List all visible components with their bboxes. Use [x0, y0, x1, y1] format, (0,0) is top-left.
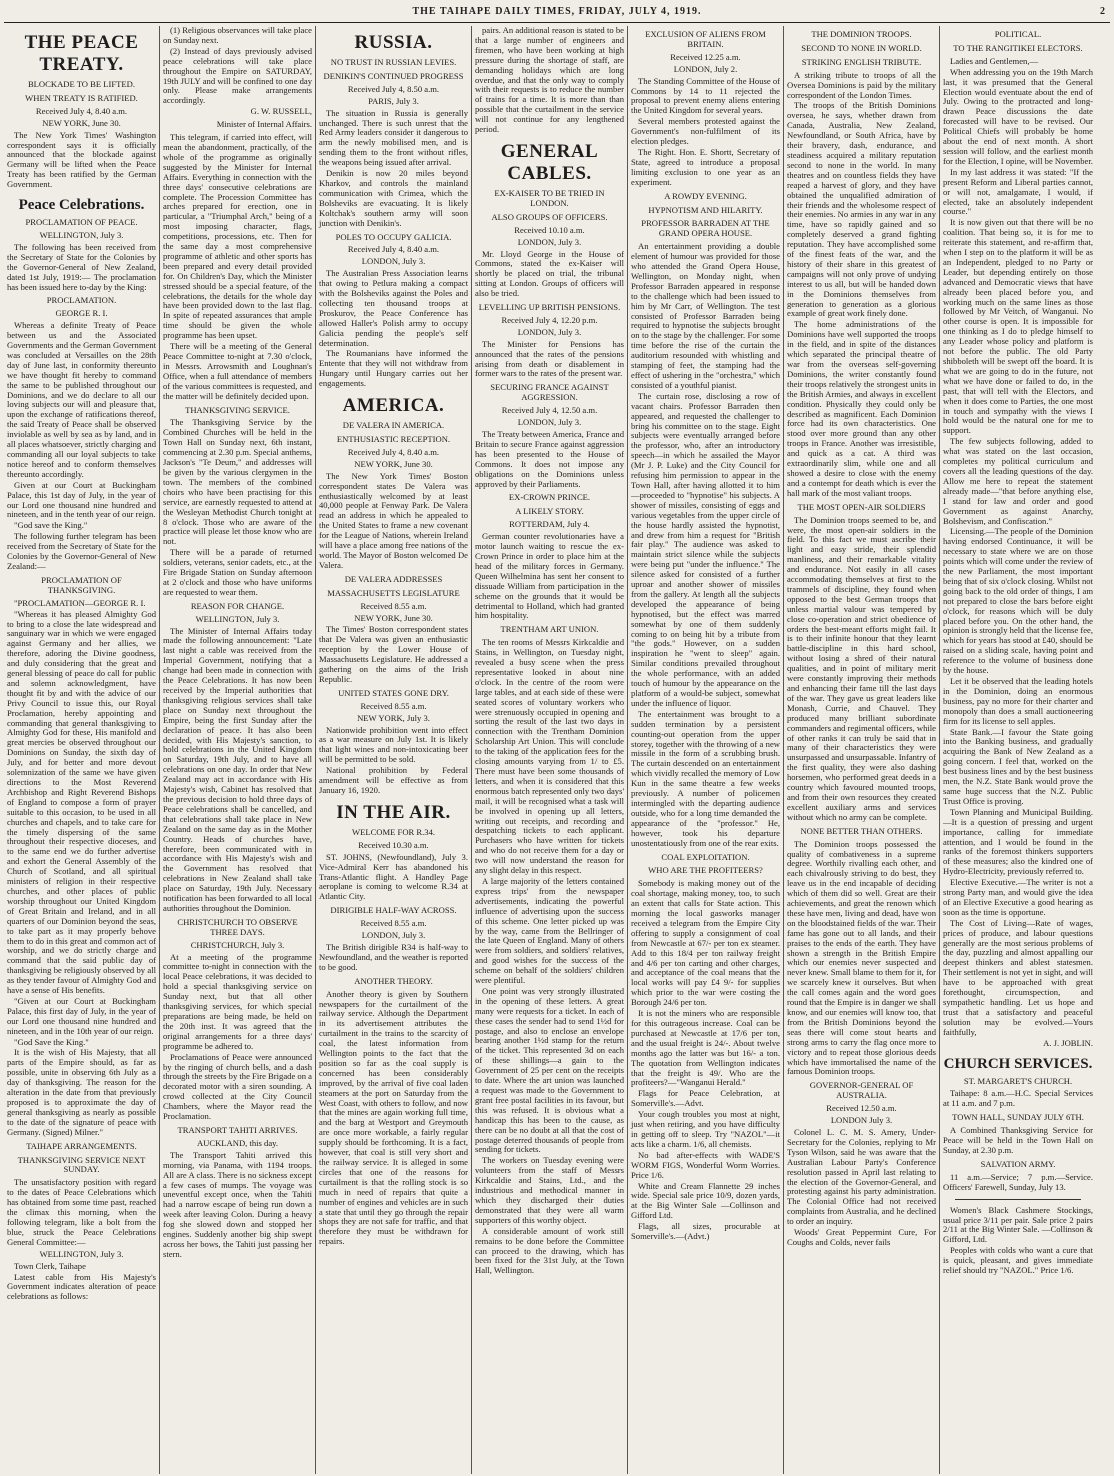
paragraph: It is the wish of His Majesty, that all parts of the Empire should, as far as possible, unite in observing 6th July as a day of thanksgiving. The reason for the alteration in the date from that previously proposed is to approximate the day of general thanksgiving as nearly as possible to the date of the signature of peace with Germany. (Signed) Milner." [7, 1047, 156, 1137]
subheading: STRIKING ENGLISH TRIBUTE. [801, 56, 922, 67]
paragraph: Your cough troubles you most at night, just when retiring, and you have difficulty in getting off to sleep. Try "NAZOL"—it acts like a charm. 1/6, all chemists. [631, 1109, 780, 1149]
paragraph: The situation in Russia is generally unchanged. There is such unrest that the Red Army leaders consider it dangerous to arm the newly mobilised men, and is sending them to the front without rifles, the weapons being issued after arrival. [319, 107, 468, 168]
dateline: Received 10.10 a.m. [514, 224, 585, 235]
subheading: THE DOMINION TROOPS. [811, 29, 912, 39]
columns [4, 26, 1110, 1474]
paragraph: "God save the King." [14, 520, 88, 531]
paragraph: The curtain rose, disclosing a row of vacant chairs. Professor Barraden then appeared, and requested the challenger to bring his committee on to the stage. Eight subjects were eventually arranged before the professor, who, after an introductory speech—in which he assailed the Mayor (Mr J. P. Luke) and the City Council for refusing him permission to appear in the Town Hall, after having allotted it to him—proceeded to "hypnotise" his subjects. A shower of missiles, consisting of eggs and various vegetables from the upper circle of the house hardly assisted the hypnotist, and drew from him a request for "British fair play." The audience was asked to maintain strict silence while the subjects were being put "under the influence." The silence asked for consisted of a further uproar and another shower of missiles from the gallery. At length all the subjects developed the appearance of being hypnotised, but the effect was marred somewhat by one of them suddenly coming to on being hit by a tribute from "the gods." However, on a sudden inspiration he "went to sleep" again. Similar conditions prevailed throughout the whole performance, with an added touch of humour by the appearance on the platform of a would-be subject, somewhat under the influence of liquor. [631, 390, 780, 708]
dateline: Received 12.50 a.m. [826, 1103, 897, 1114]
subheading: NO TRUST IN RUSSIAN LEVIES. [330, 57, 457, 67]
signature: Minister of Internal Affairs. [216, 119, 312, 130]
paragraph: The British dirigible R34 is half-way to Newfoundland, and the weather is reported to be good. [319, 941, 468, 972]
paragraph: The Minister of Internal Affairs today made the following announcement: "Late last night a cable was received from the Imperial Government, notifying that a change had been made in connection with the Peace Celebrations. It has now been received by the Imperial authorities that thanksgiving religious services shall take place on Sunday next throughout the Empire, being the first Sunday after the declaration of peace. It has also been decided, with His Majesty's sanction, to hold celebrations in the United Kingdom on Saturday, 19th July, and to have all celebrations on one day. In order that New Zealand may act in accordance with His Majesty's wish, Cabinet has resolved that the previous decision to hold three days of Peace celebrations shall be cancelled, and that celebrations shall take place in New Zealand on the same day as in the Mother Country. Heads of churches have, therefore, been communicated with in accordance with His Majesty's wish and the Government has resolved that celebrations in New Zealand shall take place on Saturday, 19th July. Necessary notification has been forwarded to all local authorities throughout the Dominion. [163, 625, 312, 913]
subheading: DE VALERA ADDRESSES [344, 573, 443, 584]
dateline: ROTTERDAM, July 4. [509, 519, 590, 530]
column-6 [784, 26, 940, 1474]
subheading: ALSO GROUPS OF OFFICERS. [491, 211, 608, 222]
dateline: Received July 4, 12.50 a.m. [501, 405, 598, 416]
subheading: TO THE RANGITIKEI ELECTORS. [953, 42, 1083, 53]
subheading: SECURING FRANCE AGAINST AGGRESSION. [490, 382, 609, 403]
subheading: NONE BETTER THAN OTHERS. [800, 825, 923, 836]
paragraph: A striking tribute to troops of all the Oversea Dominions is paid by the military correspondent of the London Times. [787, 69, 936, 100]
column-2 [160, 26, 316, 1474]
paragraph: (2) Instead of days previously advised peace celebrations will take place throughout the Empire on SATURDAY, 19th JULY and will be confined to one day only. Please make arrangements accordingly. [163, 45, 312, 106]
headline: CHURCH SERVICES. [943, 1055, 1093, 1072]
paragraph: Nationwide prohibition went into effect as a war measure on July 1st. It is likely that light wines and non-intoxicating beer will be permitted to be sold. [319, 724, 468, 765]
subheading: A LIKELY STORY. [515, 506, 584, 517]
paragraph: Given at our Court at Buckingham Palace, this 1st day of July, in the year of our Lord one thousand nine hundred and nineteen, and in the tenth year of our reign. [7, 479, 156, 520]
paragraph: German counter revolutionaries have a motor launch waiting to rescue the ex-Crown Prince in order to place him at the head of the military forces in Germany. Queen Wilhelmina has sent her consent to dissuade William from participation in the scheme on the grounds that it would be detrimental to Holland, which had granted him hospitality. [475, 531, 624, 621]
paragraph: A Combined Thanksgiving Service for Peace will be held in the Town Hall on Sunday, at 2.30 p.m. [943, 1125, 1093, 1155]
dateline: Received 8.55 a.m. [360, 600, 427, 611]
paragraph: It is now given out that there will be no coalition. That being so, it is for me to reiterate this statement, and re-affirm that, when I step on to the platform it will be as an Independent, pledged to no Party or Leader, but depending entirely on those advanced and Democratic views that have already been placed before you, and working much on the same lines as those followed by Mr Veitch, of Wanganui. No other course is open. It is impossible for one thinking as I do to pledge himself to any Leader whose policy and platform is not before the public. The old Party shibboleth will be swept off the board. It is what we are going to do in the future, not what we have done or failed to do, in the past, that will tell with the Electors, and when it does come to Parties, the one most in touch and sympathy with the views I hold would be the natural one for me to support. [943, 217, 1093, 436]
dateline: GEORGE R. I. [55, 308, 108, 319]
subheading: TRENTHAM ART UNION. [500, 624, 599, 635]
paragraph: Several members protested against the Government's non-fulfilment of its election pledges. [631, 116, 780, 147]
paragraph: The Cost of Living—Rate of wages, prices of produce, and labour questions generally are the most serious problems of the day, puzzling and almost appalling our deepest thinkers and ablest statesmen. Their settlement is not yet in sight, and will have to be approached with great forethought, circumspection, and sympathetic handling. Let us hope and trust that a satisfactory and peaceful solution may be evolved.—Yours faithfully, [943, 917, 1093, 1037]
paragraph: pairs. An additional reason is stated to be that a large number of engineers and firemen, who have been working at high pressure during the shortage of staff, are demanding holidays which are long overdue, and that the only way to comply with their requests is to reduce the number of trains for a time. It is more than than possible that the curtailment in the service will not continue for any lengthened period. [475, 26, 624, 135]
dateline: Received July 4, 8.40 a.m. [347, 446, 440, 457]
subheading: DENIKIN'S CONTINUED PROGRESS [323, 70, 464, 81]
subheading: THE MOST OPEN-AIR SOLDIERS [797, 501, 926, 512]
subheading: ENTHUSIASTIC RECEPTION. [336, 434, 451, 444]
paragraph: "Whereas it has pleased Almighty God to bring to a close the late widespread and sanguinary war in which we were engaged against Germany and her allies, we therefore, adoring the Divine goodness, and duly considering that the great and general blessing of peace do call for public and solemn acknowledgment, have thought fit by and with the advice of our Privy Council to issue this, our Royal Proclamation, hereby appointing and commanding that general thanksgiving to Almighty God for these, His manifold and great mercies be observed throughout our Dominions on Sunday, the sixth day of July, and for better and more devout solemnization of the same we have given directions to the Most Reverend Archbishop and Right Reverend Bishops of England to compose a form of prayer suitable to this occasion, to be used in all churches and chapels, and to take care for the timely dispersing of the same throughout their respective dioceses, and to the same end we do further advertise and exhort the General Assembly of the Church of Scotland, and all spiritual ministers of religion in their respective churches, and other places of public worship throughout our United Kingdom of Great Britain and Ireland, and in all quarters of our Dominion beyond the seas, to take part as it may properly behove them to do in this great and common act of worship, and we do strictly charge and command that the said public day of thanksgiving be religiously observed by all as they tender favour of Almighty God and have a sense of His benefits. [7, 608, 156, 996]
dateline: LONDON, July 3. [361, 930, 426, 941]
subheading: TAIHAPE ARRANGEMENTS. [26, 1140, 137, 1151]
subheading: ANOTHER THEORY. [354, 975, 433, 986]
dateline: Received July 4, 12.20 p.m. [501, 314, 598, 325]
paragraph: The Dominion troops seemed to be, and were, the most open-air soldiers in the field. To this fact we must ascribe their light and easy stride, their splendid manliness, and their remarkable vitality and endurance. Not easily in all cases accommodating themselves at first to the trammels of discipline, they found when opposed to the best German troops that unless martial valour was tempered by close co-operation and strict obedience of orders the best-meant efforts might fail. It is to their infinite honour that they learnt battle-discipline in this hard school, without losing a shred of their natural qualities, and in point of military merit were constantly improving their methods and enhancing their fame till the last days of the war. They gave us great leaders like Monash, Currie, and Chauvel. They produced many brilliant subordinate commanders and regimental officers, while of other ranks it can truly be said that in many of their characteristics they were unsurpassed and unsurpassable. Infantry of the first quality, they were also dashing horsemen, who performed great deeds in a country which favoured mounted troops, and from their own resources they created excellent auxiliary arms and services without which no army can be complete. [787, 514, 936, 822]
dateline: Received 8.55 a.m. [360, 918, 427, 929]
paragraph: National prohibition by Federal amendment will be effective as from January 16, 1920. [319, 765, 468, 795]
paragraph: A large majority of the letters contained express trips' from the newspaper advertisements, indicating the powerful influence of advertising upon the success of this scheme. One letter picked up was by the way, came from the Bellringer of the late Queen of England. Many of others were from soldiers, and soldiers' relatives, and good wishes for the success of the scheme on behalf of the soldiers' children were plentiful. [475, 875, 624, 986]
paragraph: Taihape: 8 a.m.—H.C. Special Services at 11 a.m. and 7 p.m. [943, 1088, 1093, 1109]
subheading: LEVELLING UP BRITISH PENSIONS. [478, 302, 621, 313]
paragraph: The Transport Tahiti arrived this morning, via Panama, with 1194 troops. All are A class. There is no sickness except a few cases of mumps. The voyage was uneventful except once, when the Tahiti had a narrow escape of being run down a week after leaving Colon. During a heavy fog she slowed down and stopped her engines. Suddenly another big ship swept across her bows, the Tahiti just passing her stern. [163, 1149, 312, 1259]
paragraph: "Given at our Court at Buckingham Palace, this first day of July, in the year of our Lord one thousand nine hundred and nineteen, and in the 10th year of our reign. [7, 995, 156, 1036]
paragraph: The ten rooms of Messrs Kirkcaldie and Stains, in Wellington, on Tuesday night, revealed a busy scene when the press representative looked in about nine o'clock. In the centre of the room were large tables, and at each side of these were seated scores of voluntary workers who were strenuously occupied in opening and sorting the result of the last two days in connection with the Trentham Dominion Scholarship Art Union. This will conclude to the taking of the application fees for the closing amounts varying from 1/ to £5. There must have been some thousands of letters, and when it is considered that this enormous batch represented only two days' mail, it will be recognised what a task will be involved in opening up all letters, writing out receipts, and recording and despatching tickets to each applicant. Purchasers who have written for tickets and who do not receive them for a day or two will now understand the reason for any slight delay in this respect. [475, 637, 624, 876]
headline: RUSSIA. [354, 32, 433, 53]
subheading: REASON FOR CHANGE. [190, 600, 285, 611]
subheading: PROCLAMATION OF THANKSGIVING. [41, 574, 122, 595]
paragraph: ST. JOHNS, (Newfoundland), July 3. Vice-Admiral Kerr has abandoned his Trans-Atlantic flight. A Handley Page aeroplane is coming to welcome R.34 at Atlantic City. [319, 851, 468, 902]
subheading: PROFESSOR BARRADEN AT THE GRAND OPERA HOUSE. [641, 218, 770, 239]
paragraph: The New York Times' Washington correspondent says it is officially announced that the blockade against Germany will be lifted when the Peace Treaty has been ratified by the German Government. [7, 129, 156, 190]
dateline: NEW YORK, June 30. [42, 117, 121, 128]
subheading: ST. MARGARET'S CHURCH. [963, 1075, 1073, 1086]
paragraph: The Dominion troops possessed the quality of combativeness in a supreme degree. Worthily rivalling each other, and each chivalrously striving to do best, they leave us in the end incapable of deciding which of them did so well. Great are their achievements, and great the renown which these have men, living and dead, have won on the bloodstained fields of the war. Their fame has gone out to all lands, and their praises to the ends of the earth. They have shown a strength in the British Empire which our enemies never suspected and never knew. Small blame to them for it, for we scarcely knew it ourselves. But when the call comes again and the word goes round that the Empire is in danger we shall know, and our enemies will know too, that from the British Dominions beyond the seas there will come stout hearts and strong arms to carry the flag once more to victory and to repeat those glorious deeds which have immortalised the name of the famous Dominion troops. [787, 838, 936, 1077]
paragraph: Town Planning and Municipal Building.—It is a question of pressing and urgent importance, calling for immediate attention, and I would be found in the ranks of the foremost thinkers supporters of these measures; also the kindred one of Hydro-Electricity, previously referred to. [943, 806, 1093, 877]
paragraph: One point was very strongly illustrated in the opening of these letters. A great many were requests for a ticket. In each of these cases the sender had to send 1½d for postage, and also to enclose an envelope bearing another 1½d stamp for the return of the ticket. This represented 3d on each of these shillings—a gain to the Government of 25 per cent on the receipts to date. Where the art union was launched a request was made to the Government to grant free postal facilities in its favour, but this was refused. It is obvious what a handicap this has been to the cause, as there can be no doubt at all that the cost of postage deterred thousands of people from sending for tickets. [475, 985, 624, 1155]
dateline: PARIS, July 3. [368, 95, 419, 106]
subheading: WHEN TREATY IS RATIFIED. [25, 92, 138, 103]
dateline: Received July 4, 8.40 a.m. [35, 105, 128, 116]
signature: A. J. JOBLIN. [1043, 1037, 1093, 1048]
subheading: WHO ARE THE PROFITEERS? [648, 865, 763, 876]
column-7 [940, 26, 1096, 1474]
paragraph: Women's Black Cashmere Stockings, usual price 3/11 per pair. Sale price 2 pairs 2/11 at the Big Winter Sale. —Collinson & Gifford, Ltd. [943, 1204, 1093, 1245]
paragraph: The following further telegram has been received from the Secretary of State for the Colonies by the Governor-General of New Zealand:— [7, 531, 156, 571]
paragraph: "PROCLAMATION—GEORGE R. I. [14, 597, 146, 608]
paragraph: (1) Religious observances will take place on Sunday next. [163, 26, 312, 45]
dateline: NEW YORK, July 3. [357, 712, 430, 723]
dateline: LONDON, July 3. [517, 417, 582, 428]
paragraph: Flags, all sizes, procurable at Somerville's.—(Advt.) [631, 1221, 780, 1242]
paragraph: The Minister for Pensions has announced that the rates of the pensions arising from death or disablement in former wars to the rates of the present war. [475, 338, 624, 379]
divider [955, 1199, 1081, 1200]
subheading: THANKSGIVING SERVICE. [185, 404, 290, 415]
paragraph: Town Clerk, Taihape [14, 1260, 86, 1271]
paragraph: It is not the miners who are responsible for this outrageous increase. Coal can be purchased at Newcastle at 17/6 per ton, and the usual freight is 24/-. About twelve months ago the latter was but 16/- a ton. The quotation from Wellington indicates that the freight is 49/. Who are the profiteers?—"Wanganui Herald." [631, 1008, 780, 1088]
paragraph: Mr. Lloyd George in the House of Commons, stated the ex-Kaiser will shortly be placed on trial, the tribunal sitting at London. Groups of officers will also be tried. [475, 248, 624, 299]
dateline: Received July 4, 8.50 a.m. [347, 83, 440, 94]
dateline: CHRISTCHURCH, July 3. [190, 939, 285, 950]
column-5 [628, 26, 784, 1474]
dateline: WELLINGTON, July 3. [39, 229, 124, 240]
masthead [0, 6, 1114, 22]
paragraph: There will be a meeting of the General Peace Committee to-night at 7.30 o'clock, in Messrs. Arrowsmith and Loughnan's Office, when a full attendance of members of the various committees is requested, and the matter will be definitely decided upon. [163, 341, 312, 401]
paragraph: When addressing you on the 19th March last, it was presumed that the General Election would eventuate about the end of July. Owing to the protracted and long-drawn Peace discussions the date forecasted will have to be revised. Our Political Chiefs will probably be home about the end of next month. A short session will follow, and the earliest month for the Election, I opine, will be November. [943, 66, 1093, 166]
subheading: SECOND TO NONE IN WORLD. [801, 42, 922, 53]
paragraph: Peoples with colds who want a cure that is quick, pleasant, and gives immediate relief should try "NAZOL." Price 1/6. [943, 1245, 1093, 1276]
paragraph: The Standing Committee of the House of Commons by 14 to 11 rejected the proposal to prevent enemy aliens entering the United Kingdom for several years. [631, 75, 780, 116]
paragraph: The few subjects following, added to what was stated on the last occasion, completes my political curriculum and covers all the leading questions of the day. Allow me here to repeat the statement already made—"that before anything else, I stand for law and order and good Government as against Anarchy, Bolshevism, and Confiscation." [943, 436, 1093, 526]
paragraph: Let it be observed that the leading hotels in the Dominion, doing an enormous business, pay no more for their charter and monopoly than does a small auctioneering firm for its license to sell apples. [943, 676, 1093, 726]
subheading: CHRISTCHURCH TO OBSERVE THREE DAYS. [177, 916, 298, 937]
paragraph: In my last address it was stated: "If the present Reform and Liberal parties cannot, or will not, amalgamate, I would, if elected, take an absolutely independent course." [943, 166, 1093, 217]
subheading: POLITICAL. [994, 29, 1042, 39]
column-3 [316, 26, 472, 1474]
paragraph: "God Save the King." [14, 1036, 89, 1047]
dateline: Received 12.25 a.m. [670, 51, 741, 62]
headline: Peace Celebrations. [18, 197, 145, 214]
subheading: EXCLUSION OF ALIENS FROM BRITAIN. [645, 29, 766, 49]
paragraph: There will be a parade of returned soldiers, veterans, senior cadets, etc., at the Fire Brigade Station on Sunday afternoon at 2 o'clock and those who have uniforms are requested to wear them. [163, 547, 312, 597]
paragraph: The Roumanians have informed the Entente that they will not withdraw from Hungary until Hungary carries out her engagements. [319, 348, 468, 389]
paragraph: The workers on Tuesday evening were volunteers from the staff of Messrs Kirkcaldie and Stains, Ltd., and the industrious and methodical manner in which they discharged their duties demonstrated that they were all warm supporters of this worthy object. [475, 1155, 624, 1225]
dateline: WELLINGTON, July 3. [39, 1248, 124, 1259]
subheading: EX-CROWN PRINCE. [508, 492, 591, 503]
subheading: DIRIGIBLE HALF-WAY ACROSS. [330, 905, 457, 916]
subheading: MASSACHUSETTS LEGISLATURE [327, 587, 460, 598]
paragraph: Licensing.—The people of the Dominion having endorsed Continuance, it will be necessary to state where we are on those points which will come under the review of the new Parliament, the most important being that of six o'clock closing. Whilst not going back to the old order of things, I am not prepared to close the bars before eight o'clock, for reasons which will be duly placed before you. On the other hand, the opinion is strongly held that the license fee, which for years has stood at £40, should be raised on a sliding scale, having point and reference to the volume of business done by the house. [943, 526, 1093, 676]
paragraph: The troops of the British Dominions oversea, he says, whether drawn from Canada, Australia, New Zealand, Newfoundland, or South Africa, have by their bravery, dash, endurance, and steadiness acquired a military reputation second to none in the world. In many theatres and on countless fields they have reaped a harvest of glory, and they have obtained the unqualified admiration of their friends and the wholesome respect of their enemies. No armies in any war in any time, have so rapidly gained and so completely deserved a grand fighting reputation. They have accomplished some of the finest feats of the war, and the history of their share in this greatest of campaigns will not only prove of undying interest to us all, but will be handed down in the Dominions themselves from generation to generation as a glorious example of great work finely done. [787, 100, 936, 319]
paragraph: The Times' Boston correspondent states that De Valera was given an enthusiastic reception by the Lower House of Massachusetts Legislature. He addressed a gathering on the aims of the Irish Republic. [319, 624, 468, 684]
paragraph: This telegram, if carried into effect, will mean the abandonment, practically, of the whole of the programme as originally suggested by the Minister for Internal Affairs. Everything in connection with the three days' consecutive celebrations are complete. The Procession Committee has arches prepared for erection, one in particular, a "Triumphal Arch," being of a most imposing character, flags, competitions, processions, etc. Then for the same day a most comprehensive programme of athletic and other sports has been prepared and every detail provided for. On Children's Day, which the Minister stressed should be a special feature, of the celebrations, the details for the whole day have been provided down to the last flag. In spite of repeated assurances that ample time should be given the whole programme has been upset. [163, 132, 312, 341]
paragraph: Flags for Peace Celebration, at Somerville's.—Advt. [631, 1088, 780, 1109]
paragraph: Somebody is making money out of the coal shortage, making money, too, to such an extent that calls for State action. This morning the local gasworks manager received a telegram from the Empire City offering to supply a consignment of coal from Newcastle at 67/- per ton ex steamer. Add to this 18/4 per ton railway freight and 4/6 per ton carting and other charges, and acceptance of the coal means that the local works will pay £4 9/- for supplies which prior to the war were costing the Borough 24/6 per ton. [631, 878, 780, 1008]
paragraph: Denikin is now 20 miles beyond Kharkov, and controls the mainland communication with Crimea, which the Bolsheviks are evacuating. It is likely Koltchak's southern army will soon junction with Denikin's. [319, 168, 468, 228]
subheading: PROCLAMATION. [46, 295, 117, 306]
paragraph: Ladies and Gentlemen,— [950, 55, 1039, 66]
column-1 [4, 26, 160, 1474]
paragraph: State Bank.—I favour the State going into the Banking business, and gradually acquiring the Bank of New Zealand as a going concern. I feel that, worked on the best business lines and by the best business men, the N.Z. State Bank would prove the same huge success that the N.Z. Public Trust Office is proving. [943, 726, 1093, 806]
paragraph: No bad after-effects with WADE'S WORM FIGS, Wonderful Worm Worries. Price 1/6. [631, 1149, 780, 1180]
subheading: WELCOME FOR R.34. [351, 826, 436, 837]
dateline: Received 8.55 a.m. [360, 700, 427, 711]
masthead-title: THE TAIHAPE DAILY TIMES, FRIDAY, JULY 4, 1919. [412, 6, 702, 17]
dateline: Received July 4, 8.40 a.m. [347, 244, 440, 255]
subheading: EX-KAISER TO BE TRIED IN LONDON. [494, 187, 605, 208]
paragraph: The New York Times' Boston correspondent states De Valera was enthusiastically welcomed by at least 40,000 people at Fenway Park. De Valera read an address in which he appealed to the United States to frame a new covenant for the League of Nations, wherein Ireland will have a place among free nations of the world. The Mayor of Boston welcomed De Valera. [319, 470, 468, 570]
paragraph: White and Cream Flannette 29 inches wide. Special sale price 10/9, dozen yards, at the Big Winter Sale —Collinson and Gifford Ltd. [631, 1180, 780, 1221]
paragraph: An entertainment providing a double element of humour was provided for those who attended the Grand Opera House, Wellington, on Monday night, when Professor Barraden appeared in response to the challenge which had been issued to him by Mr Carr, of Wellington. The test consisted of Professor Barraden being required to hypnotise the subjects brought on to the stage by the challenger. For some time before the rise of the curtain the auditorium resounded with whistling and stamping of feet, the stamping had the effect of ushering in the "orchestra," which consisted of a youthful pianist. [631, 241, 780, 390]
paragraph: Proclamations of Peace were announced by the ringing of church bells, and a dash through the streets by the Fire Brigade on a decorated motor with a siren sounding. A crowd collected at the City Council Chambers, where the Mayor read the Proclamation. [163, 1051, 312, 1122]
paragraph: The Treaty between America, France and Britain to secure France against aggression has been presented to the House of Commons. It does not impose any obligations on the Dominions unless approved by their Parliaments. [475, 429, 624, 489]
paragraph: A considerable amount of work still remains to be done before the Committee can proceed to the drawing, which has been fixed for the 31st July, at the Town Hall, Wellington. [475, 1225, 624, 1276]
subheading: A ROWDY EVENING. [664, 190, 747, 201]
subheading: BLOCKADE TO BE LIFTED. [27, 79, 136, 89]
paragraph: The entertainment was brought to a sudden termination by a persistent counting-out operation from the upper storey, together with the throwing of a new missile in the form of a scrubbing brush. The curtain descended on an entertainment which vividly recalled the memory of Low Kun in the same theatre a few weeks previously. A number of policemen intermingled with the departing audience outside, who for a long time demanded the appearance of the "professor." He, however, took his departure unostentatiously from one of the rear exits. [631, 708, 780, 848]
paragraph: The Australian Press Association learns that owing to Petlura making a compact with the Bolsheviks against the Poles and collecting ten thousand troops at Proskurov, the Peace Conference has allowed Haller's Polish army to occupy Galicia pending the people's self determination. [319, 268, 468, 348]
subheading: POLES TO OCCUPY GALICIA. [335, 231, 452, 242]
paragraph: At a meeting of the programme committee to-night in connection with the local Peace celebrations, it was decided to hold a special thanksgiving service on Sunday next, but that all other thanksgiving services, for which special preparations are being made, be held on the 20th inst. It was agreed that the original arrangements for a three days' programme be adhered to. [163, 951, 312, 1051]
headline: GENERAL CABLES. [500, 140, 599, 184]
dateline: AUCKLAND, this day. [196, 1137, 279, 1148]
subheading: THANKSGIVING SERVICE NEXT SUNDAY. [17, 1154, 146, 1175]
paragraph: The Thanksgiving Service by the Combined Churches will be held in the Town Hall on Sunday next, 6th instant, commencing at 2.30 p.m. Special anthems, Jackson's "Te Deum," and addresses will be given by the various clergymen in the town. The members of the combined choirs who have been practising for this service, are earnestly requested to attend at the Wesleyan Methodist Church tonight at 8 o'clock. Those who are aware of the practice will please let those know who are not. [163, 417, 312, 547]
dateline: LONDON, July 3. [517, 326, 582, 337]
signature: G. W. RUSSELL, [250, 106, 312, 117]
subheading: HYPNOTISM AND HILARITY. [648, 204, 763, 215]
masthead-rule [4, 22, 1110, 23]
paragraph: Whereas a definite Treaty of Peace between us and the Associated Governments and the German Government was concluded at Versailles on the 28th day of June last, in conformity thereunto we have thought fit hereby to command the same to be published throughout our Dominions, and we do declare to all our loving subjects our will and pleasure that, upon the exchange of ratifications thereof, the said Treaty of Peace shall be observed inviolable as well by sea as by land, and in all places whatsoever, strictly charging and commanding all our loyal subjects to take notice hereof and to conform themselves thereunto accordingly. [7, 320, 156, 479]
paragraph: The home administrations of the Dominions have well supported the troops in the field, and in spite of the distances which separated the principal theatre of war from the overseas self-governing Dominions, the writer constantly found their troops relatively the strongest units in the British Armies, and always in excellent condition. Physically they could only be described as magnificent. Each Dominion force had its own characteristics. One stood over more ground than any other troops in France. Another was irresistible, and quick as a cat. A third was extraordinarily slim, while one and all showed a desire to close with the enemy and a contempt for death which is ever the hall mark of the most valiant troops. [787, 319, 936, 498]
subheading: SALVATION ARMY. [980, 1158, 1056, 1169]
subheading: GOVERNOR-GENERAL OF AUSTRALIA. [809, 1080, 914, 1101]
subheading: UNITED STATES GONE DRY. [338, 687, 449, 698]
dateline: Received 10.30 a.m. [358, 839, 429, 850]
paragraph: Elective Executive.—The writer is not a strong Party man, and would give the idea of an Elective Executive a good hearing as soon as the time is opportune. [943, 877, 1093, 917]
dateline: LONDON July 3. [830, 1115, 893, 1126]
dateline: NEW YORK, June 30. [354, 458, 433, 469]
paragraph: Another theory is given by Southern newspapers for the curtailment of the railway service. Although the Department in its advertisement attributes the curtailment in the trains to the scarcity of coal, the latest information from Wellington points to the fact that the position so far as the coal supply is concerned has been considerably improved, by the arrival of five coal laden steamers at the port on Saturday from the West Coast, with others to follow, and now that the mines are again working full time, and the barg at Westport and Greymouth are once more workable, a fairly regular supply should be forthcoming. It is a fact, however, that coal is still very short and the railway service. It is alleged in some circles that one of the reasons for curtailment is that the rolling stock is so much in need of repairs that quite a number of engines and vehicles are in such a state that until they go through the repair shops they are not safe for traffic, and that therefore they must be withdrawn for repairs. [319, 988, 468, 1247]
paragraph: Colonel L. C. M. S. Amery, Under-Secretary for the Colonies, replying to Mr Tyson Wilson, said he was aware that the Australian Labour Party's Conference resolution passed in April last relating to the election of the Governor-General, and protesting against his party administration. The Colonial Office had not received complaints from Australia, and he declined to order an inquiry. [787, 1126, 936, 1227]
dateline: WELLINGTON, July 3. [195, 613, 280, 624]
paragraph: The following has been received from the Secretary of State for the Colonies by the Governor-General of New Zealand, dated 1st July, 1919:— The proclamation has been issued here to-day by the King: [7, 241, 156, 292]
subheading: TRANSPORT TAHITI ARRIVES. [177, 1124, 298, 1135]
paragraph: Latest cable from His Majesty's Government indicates alteration of peace celebrations as follows: [7, 1271, 156, 1302]
dateline: LONDON, July 2. [673, 63, 738, 74]
paragraph: Woods' Great Peppermint Cure, For Coughs and Colds, never fails [787, 1227, 936, 1247]
dateline: LONDON, July 3. [517, 236, 582, 247]
subheading: TOWN HALL, SUNDAY JULY 6TH. [952, 1112, 1084, 1123]
paragraph: The unsatisfactory position with regard to the dates of Peace Celebrations which has obtained from some time past, reached the climax this morning, when the following telegram, like a bolt from the blue, struck the Peace Celebrations General Committee:— [7, 1177, 156, 1247]
dateline: LONDON, July 3. [361, 256, 426, 267]
subheading: COAL EXPLOITATION. [661, 851, 750, 862]
headline: AMERICA. [342, 395, 445, 417]
paragraph: 11 a.m.—Service; 7 p.m.—Service. Officers' Farewell, Sunday, July 13. [943, 1171, 1093, 1192]
headline: THE PEACE TREATY. [24, 32, 139, 75]
column-4 [472, 26, 628, 1474]
subheading: DE VALERA IN AMERICA. [342, 420, 445, 431]
page-number: 2 [1100, 6, 1106, 17]
subheading: PROCLAMATION OF PEACE. [25, 217, 138, 228]
headline: IN THE AIR. [336, 801, 451, 823]
dateline: NEW YORK, June 30. [354, 612, 433, 623]
paragraph: The Right. Hon. E. Shortt, Secretary of State, agreed to introduce a proposal limiting exclusion to one year as an experiment. [631, 146, 780, 187]
